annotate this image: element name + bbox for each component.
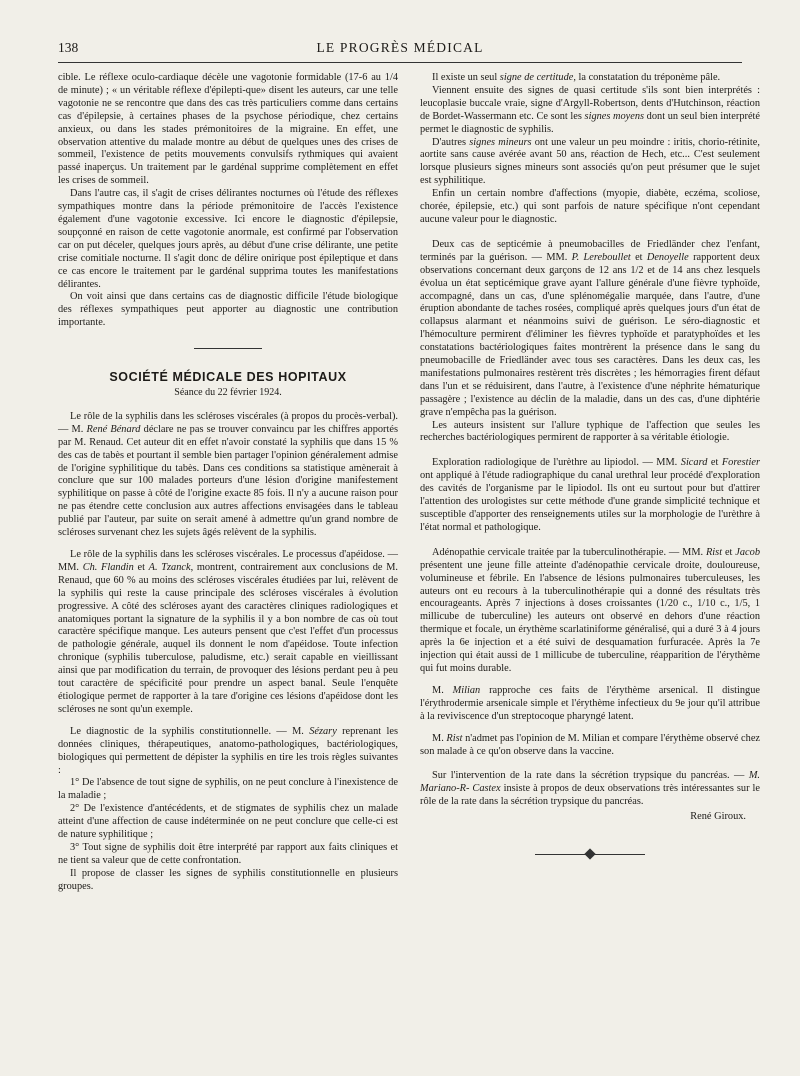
article-syphilis-constitutionnelle xyxy=(58,726,398,778)
article-apeidose xyxy=(58,549,398,717)
article-septicemie xyxy=(420,239,760,420)
conjunction: et xyxy=(722,546,736,558)
paragraph xyxy=(420,85,760,137)
paragraph: Dans l'autre cas, il s'agit de crises délirantes nocturnes où l'étude des réflexes sympathiques montre dans la période prémonitoire de l'accès l'existence également d'une vagotonie excessive. Ici encore le diagnostic d'épilepsie, soupçonné en raison de cette vagotonie anormale, est confirmé par l'observation car on put déceler, quelques jours après, au début d'une crise délirante, une petite crise comitiale nocturne. Il s'agit donc de délire onirique post épileptique et dans ce cas encore le traitement par le gardénal supprima toutes les manifestations délirantes. xyxy=(58,188,398,290)
author: Jacob xyxy=(735,546,760,558)
dash: — MM. xyxy=(58,549,398,573)
article-rate-pancreas xyxy=(420,770,760,809)
article-body: insiste à propos de deux observations très intéressantes sur le rôle de la rate dans la sécrétion trypsique du pancréas. xyxy=(420,783,761,808)
author: Sicard xyxy=(680,457,708,469)
header-rule xyxy=(58,62,742,63)
article-syphilis-scleroses xyxy=(58,411,398,540)
paragraph xyxy=(420,137,760,189)
author: Milian xyxy=(452,684,481,696)
article-title: Deux cas de septicémie à pneumobacilles de Friedländer chez l'enfant, terminés par la guérison. xyxy=(420,238,760,263)
paragraph: On voit ainsi que dans certains cas de diagnostic difficile l'étude biologique des réflexes sympathiques peut apporter au diagnostic une contribution importante. xyxy=(58,291,398,329)
author: Denoyelle xyxy=(646,251,689,263)
text: D'autres xyxy=(432,136,470,148)
article-body: reprenant les données cliniques, thérapeutiques, anatomo-pathologiques, bactériologiques, biologiques qui permettent de dépister la syphilis en tire les trois règles suivantes : xyxy=(58,725,398,776)
article-title: Adénopathie cervicale traitée par la tuberculinothérapie. xyxy=(432,546,667,558)
article-title: Le rôle de la syphilis dans les scléroses viscérales. Le processus d'apéidose. xyxy=(70,549,385,560)
article-body: présentent une jeune fille atteinte d'adénopathie cervicale droite, douloureuse, volumineuse et fébrile. En l'absence de lésions pulmonaires tuberculeuses, les auteurs ont eu recours à la tuberculinothérapie qui a donné des résultats très encourageants. Après 7 injections à doses croissantes (1/20 c., 1/10 c., 1/5, 1 millicube de tuberculine) les auteurs ont observé en dehors d'une réaction thermique et focale, un érythème scarlatiniforme généralisé, qui a duré 3 à 4 jours après la 6e injection et a été suivi de desquamation furfuracée. Après la 7e injection qui était aussi de 1 millicube de tuberculine, réapparition de l'érythème qui fut moins durable. xyxy=(420,559,760,674)
author: Ch. Flandin xyxy=(82,561,134,573)
emphasis: signes moyens xyxy=(584,110,645,122)
emphasis: signe de certitude xyxy=(499,72,574,83)
text: M. xyxy=(432,732,447,744)
dash: — M. xyxy=(271,725,310,737)
author: René Bénard xyxy=(86,423,141,435)
conjunction: et xyxy=(630,251,647,263)
text: rapproche ces faits de l'érythème arsenical. Il distingue l'érythrodermie arsenicale simple et l'érythème infectieux du 9e jour qu'il attribue à la reviviscence d'un streptocoque pharyngé latent. xyxy=(420,684,760,722)
paragraph: Il propose de classer les signes de syphilis constitutionnelle en plusieurs groupes. xyxy=(58,867,398,892)
emphasis: signes mineurs xyxy=(469,136,532,148)
article-urethre-lipiodol xyxy=(420,457,760,534)
article-title: Le rôle de la syphilis dans les scléroses viscérales xyxy=(70,410,278,422)
dash: — MM. xyxy=(666,546,706,558)
article-adenopathie xyxy=(420,547,760,676)
author: Rist xyxy=(446,732,463,744)
conjunction: et xyxy=(707,457,722,469)
article-title: Le diagnostic de la syphilis constitutionnelle. xyxy=(70,725,272,737)
dash: — M. xyxy=(58,423,87,435)
rule-item: 1° De l'absence de tout signe de syphilis, on ne peut conclure à l'inexistence de la maladie ; xyxy=(58,777,398,802)
dash: — MM. xyxy=(638,457,681,469)
article-body: rapportent deux observations concernant deux garçons de 12 ans 1/2 et de 14 ans chez lesquels évolua un état septicémique grave ayant l'allure générale d'une fièvre typhoïde, accompagné, dans un cas, d'une splénomégalie marquée, dans l'autre, d'une éruption abondante de taches rosées, compliqué après quelques jours d'un état de collapsus alarmant et néanmoins suivi de guérison. Le séro-diagnostic et l'hémoculture permirent d'éliminer les fièvres typhoïde et paratyphoïdes et les constatations bactériologiques faites montrèrent la présence dans le sang du pneumobacille de Friedländer avec tous ses caractères. Dans les deux cas, les manifestations pulmonaires restèrent très discrètes ; les hémorragies firent défaut dans l'un et se réduisirent, dans l'autre, à l'existence d'une néphrite hématurique passagère ; l'existence au déclin de la maladie, dans un des cas, d'une diphtérie grave n'empêcha pas la guérison. xyxy=(420,251,760,418)
ornament-diamond xyxy=(584,848,595,859)
conjunction: et xyxy=(133,561,149,573)
text: Il existe un seul xyxy=(432,72,500,83)
paragraph xyxy=(420,72,760,85)
author: M. Mariano-R- Castex xyxy=(420,770,761,795)
page-number: 138 xyxy=(58,40,79,55)
end-ornament xyxy=(535,850,645,860)
text: ont une valeur un peu moindre : iritis, chorio-rétinite, aortite sans cause avérée avant 50 ans, réaction de Hech, etc... C'est seulement lorsque plusieurs signes mineurs sont associés qu'on peut présumer que le sujet est syphilitique. xyxy=(420,136,760,187)
section-separator xyxy=(194,348,262,349)
section-title: SOCIÉTÉ MÉDICALE DES HOPITAUX xyxy=(109,370,347,385)
author: P. Lereboullet xyxy=(571,251,631,263)
text: dont un seul bien interprété permet le diagnostic de syphilis. xyxy=(420,110,760,135)
paragraph: Les auteurs insistent sur l'allure typhique de l'affection que seules les recherches bactériologiques permirent de rapporter à sa véritable étiologie. xyxy=(420,419,760,444)
article-body: , montrent, contrairement aux conclusions de M. Renaud, que 60 % au moins des scléroses viscérales étudiées par lui, relèvent de la syphilis qui reste la cause principale des scléroses viscérales à évolution progressive. A côté des scléroses ayant des caractères cliniques radiologiques et anatomiques portant la signature de la syphilis il y a bon nombre de cas où tout caractère spécifique manque. Les auteurs pensent que c'est l'effet d'un processus de pathologie générale, auquel ils donnent le nom d'apéidose. Toute infection chronique (syphilis tuberculose, paludisme, etc.) serait capable en vieillissant ainsi que par modification du terrain, de provoquer des lésions perdant peu à peu tout caractère de spécificité pour prendre un aspect banal. Seule l'enquête étiologique permet de rapporter à la tare d'origine ces lésions d'apéidose dont les scléroses ne sont qu'un exemple. xyxy=(58,561,398,715)
rule-item: 2° De l'existence d'antécédents, et de stigmates de syphilis chez un malade atteint d'une affection de cause indéterminée on ne peut conclure que celle-ci est de nature syphilitique ; xyxy=(58,803,398,841)
paragraph: cible. Le réflexe oculo-cardiaque décèle une vagotonie formidable (17-6 au 1/4 de minute) ; « un véritable réflexe d'épilepti-que» disent les auteurs, car une telle vagotonie ne se rencontre que dans des cas très particuliers comme dans certains cas d'épilepsie, à certaines phases de la psychose périodique, chez certains anxieux, ou dans les stades prémonitoires de la migraine. En effet, une observation attentive du malade montre au début de quelques unes des crises de sommeil, l'existence de petits mouvements convulsifs rythmiques qui avaient passé inaperçus. Un traitement par le gardénal supprime complètement en effet les crises de sommeil. xyxy=(58,72,398,187)
text: , la constatation du tréponème pâle. xyxy=(573,72,721,83)
paragraph: Enfin un certain nombre d'affections (myopie, diabète, eczéma, scoliose, chorée, épilepsie, etc.) qui sont parfois de nature spécifique n'ont cependant aucune valeur pour le diagnostic. xyxy=(420,188,760,225)
left-column xyxy=(58,72,398,894)
paragraph xyxy=(420,685,760,724)
signature: René Giroux. xyxy=(690,811,746,823)
text: Viennent ensuite des signes de quasi certitude s'ils sont bien interprétés : leucoplasie buccale vraie, signe d'Argyll-Robertson, dents d'Hutchinson, réaction de Bordet-Wassermann etc. Ce sont les xyxy=(420,84,760,122)
text: M. xyxy=(432,684,453,696)
author: Rist xyxy=(705,546,723,558)
author: A. Tzanck xyxy=(148,561,191,573)
journal-title: LE PROGRÈS MÉDICAL xyxy=(316,40,484,55)
author: Sézary xyxy=(309,725,337,737)
article-body: ont appliqué à l'étude radiographique du canal urethral leur procédé d'exploration des cavités de l'organisme par le lipiodol. Ils ont eu surtout pour but d'attirer l'attention des urologistes sur cette méthode d'une grande simplicité technique et susceptible d'apporter des renseignements utiles sur la morphologie de l'urèthre à l'état normal et pathologique. xyxy=(420,470,760,533)
page-header xyxy=(58,40,742,62)
section-header xyxy=(58,348,398,400)
dash: — MM. xyxy=(527,251,572,263)
dash: — xyxy=(729,770,749,782)
article-note: (à propos du procès-verbal). xyxy=(280,410,398,422)
text: n'admet pas l'opinion de M. Milian et compare l'érythème observé chez son malade à ce qu'on observe dans la vaccine. xyxy=(420,732,761,757)
article-title: Sur l'intervention de la rate dans la sécrétion trypsique du pancréas. xyxy=(432,770,730,782)
article-title: Exploration radiologique de l'urèthre au lipiodol. xyxy=(432,457,639,469)
article-body: déclare ne pas se trouver convaincu par les chiffres apportés par M. Renaud. Cet auteur dit en effet n'avoir constaté la syphilis que dans 15 % des cas de tabès et pourtant il semble bien partager l'opinion généralement admise de l'origine syphilitique du tabès. Dans ces conditions sa statistique amènerait à conclure que sur 100 malades porteurs d'une lésion d'origine manifestement syphilitique on passe à côté de l'origine exacte 85 fois. Il n'y a aucune raison pour ne pas étendre cette conclusion aux autres affections envisagées dans le tableau publié par l'auteur, par suite on serait amené à admettre qu'un grand nombre de scléroses survenant chez les sujets âgés relèvent de la syphilis. xyxy=(58,423,398,539)
session-date: Séance du 22 février 1924. xyxy=(174,387,282,399)
author: Forestier xyxy=(721,457,760,469)
paragraph xyxy=(420,733,760,759)
rule-item: 3° Tout signe de syphilis doit être interprété par rapport aux faits cliniques et ne tient sa valeur que de cette confrontation. xyxy=(58,841,398,866)
right-column xyxy=(420,72,760,860)
